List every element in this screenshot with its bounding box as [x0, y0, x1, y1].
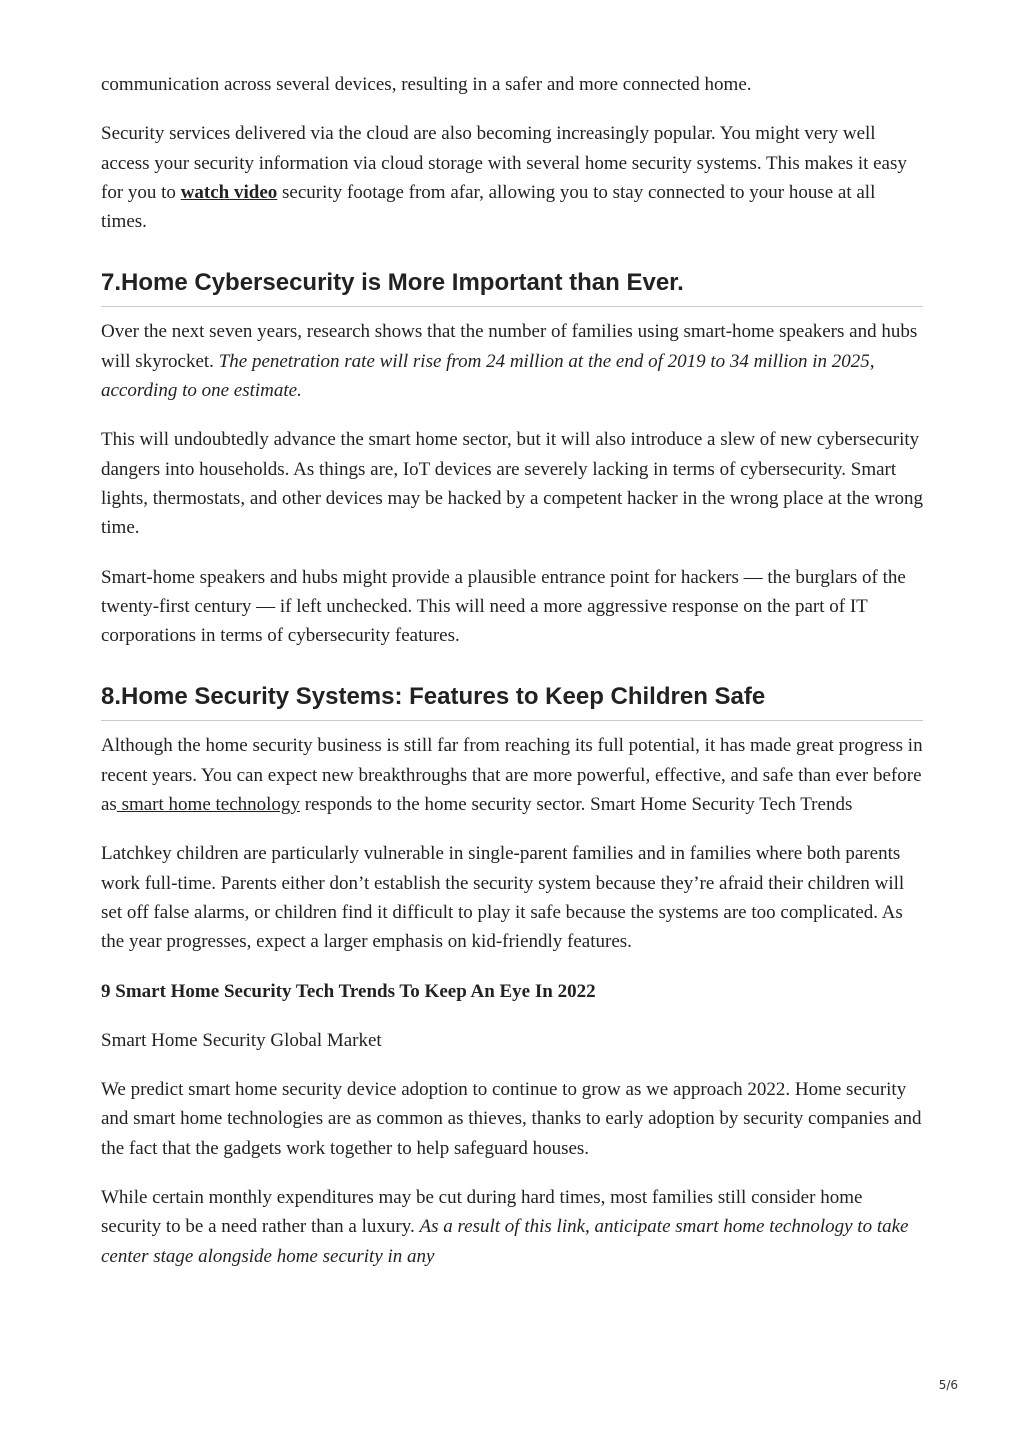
- paragraph-text: Security services delivered via the cloud are also becoming increasingly popular. You might very well access your security information via cloud storage with several home security systems. This makes it easy for you to: [101, 123, 907, 203]
- paragraph-adoption-prediction: We predict smart home security device adoption to continue to grow as we approach 2022. Home security and smart home technologies are as common as thieves, thanks to early adoption by security companies and the fact that the gadgets work together to help safeguard houses.: [101, 1079, 922, 1159]
- subheading-tech-trends: 9 Smart Home Security Tech Trends To Keep An Eye In 2022: [101, 980, 596, 1002]
- paragraph-italic-text: As a result of this link, anticipate smart home technology to take center stage alongside home security in any: [101, 1216, 909, 1267]
- paragraph-cyber-dangers: This will undoubtedly advance the smart home sector, but it will also introduce a slew of new cybersecurity dangers into households. As things are, IoT devices are severely lacking in terms of cybersecurity. Smart lights, thermostats, and other devices may be hacked by a competent hacker in the wrong place at the wrong time.: [101, 429, 924, 539]
- paragraph-monthly-expenditures: [101, 1183, 923, 1271]
- paragraph-text: While certain monthly expenditures may be cut during hard times, most families still consider home security to be a need rather than a luxury.: [101, 1187, 863, 1238]
- paragraph-cloud-security: [101, 119, 923, 236]
- page-number: 5/6: [938, 1378, 958, 1392]
- paragraph-italic-text: The penetration rate will rise from 24 million at the end of 2019 to 34 million in 2025, according to one estimate.: [101, 350, 875, 402]
- paragraph-smart-speakers-growth: [101, 317, 923, 405]
- paragraph-communication: [101, 70, 923, 99]
- paragraph-text: responds to the home security sector. Smart Home Security Tech Trends: [299, 794, 853, 816]
- watch-video-link[interactable]: watch video: [180, 181, 278, 203]
- paragraph-global-market: Smart Home Security Global Market: [101, 1029, 382, 1051]
- paragraph-security-progress: [101, 731, 923, 819]
- smart-home-technology-link[interactable]: smart home technology: [116, 794, 300, 816]
- paragraph-hubs-entrance: Smart-home speakers and hubs might provide a plausible entrance point for hackers — the burglars of the twenty-first century — if left unchecked. This will need a more aggressive response on the part of IT corporations in terms of cybersecurity features.: [101, 566, 906, 647]
- paragraph-text: security footage from afar, allowing you to stay connected to your house at all times.: [101, 181, 876, 233]
- paragraph-latchkey-children: Latchkey children are particularly vulnerable in single-parent families and in families where both parents work full-time. Parents either don’t establish the security system because they’re afraid their children will set off false alarms, or children find it difficult to play it safe because the systems are too complicated. As the year progresses, expect a larger emphasis on kid-friendly features.: [101, 843, 905, 953]
- heading-cybersecurity: 7.Home Cybersecurity is More Important than Ever.: [101, 268, 923, 307]
- document-page: [101, 70, 923, 1291]
- paragraph-text: communication across several devices, resulting in a safer and more connected home.: [101, 74, 752, 95]
- paragraph-text: Although the home security business is still far from reaching its full potential, it has made great progress in recent years. You can expect new breakthroughs that are more powerful, effective, and safe than ever before as: [101, 735, 923, 816]
- paragraph-text: Over the next seven years, research shows that the number of families using smart-home speakers and hubs will skyrocket.: [101, 321, 918, 372]
- heading-children-safe: 8.Home Security Systems: Features to Keep Children Safe: [101, 682, 923, 721]
